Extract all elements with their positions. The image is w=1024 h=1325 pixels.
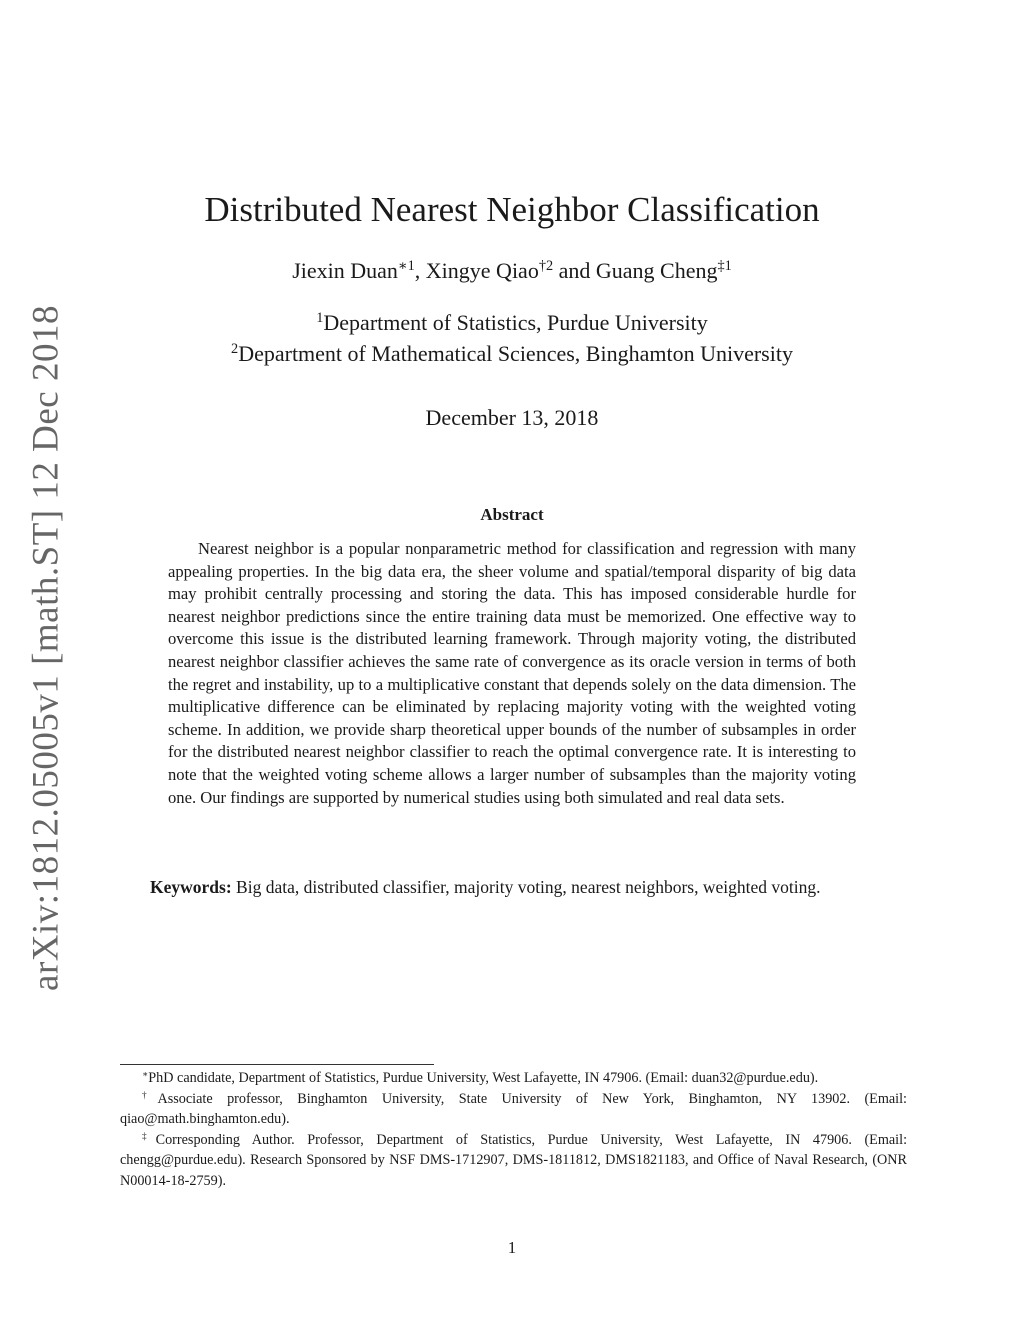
- keywords-label: Keywords:: [150, 877, 232, 897]
- author-separator: ,: [414, 258, 426, 283]
- arxiv-identifier-stamp: arXiv:1812.05005v1 [math.ST] 12 Dec 2018: [25, 305, 67, 991]
- abstract-body: Nearest neighbor is a popular nonparametric method for classification and regression with many appealing properties. In the big data era, the sheer volume and spatial/temporal disparity of big data may prohibit centrally processing and storing the data. This has imposed considerable hurdle for nearest neighbor predictions since the entire training data must be memorized. One effective way to overcome this issue is the distributed learning framework. Through majority voting, the distributed nearest neighbor classifier achieves the same rate of convergence as its oracle version in terms of both the regret and instability, up to a multiplicative constant that depends solely on the data dimension. The multiplicative difference can be eliminated by replacing majority voting with the weighted voting scheme. In addition, we provide sharp theoretical upper bounds of the number of subsamples in order for the distributed nearest neighbor classifier to reach the optimal convergence rate. It is interesting to note that the weighted voting scheme allows a larger number of subsamples than the majority voting one. Our findings are supported by numerical studies using both simulated and real data sets.: [168, 539, 856, 807]
- affiliation-text: Department of Mathematical Sciences, Binghamton University: [238, 341, 793, 366]
- footnote-divider: [120, 1064, 434, 1065]
- author-separator: and: [553, 258, 596, 283]
- footnote-mark: ∗: [142, 1068, 149, 1079]
- author-name: Xingye Qiao: [425, 258, 539, 283]
- page-number: 1: [507, 1238, 517, 1257]
- author-name: Jiexin Duan: [292, 258, 398, 283]
- author-list: [0, 258, 1024, 284]
- footnote-text: Corresponding Author. Professor, Department of Statistics, Purdue University, West Lafayette, IN 47906. (Email: chengg@purdue.edu). Research Sponsored by NSF DMS-1712907, DMS-1811812, DMS1821183, and Office of Naval Research, (ONR N00014-18-2759).: [120, 1131, 908, 1189]
- publication-date: December 13, 2018: [425, 405, 599, 430]
- footnote: [120, 1089, 907, 1130]
- footnote-mark: ‡: [142, 1130, 156, 1141]
- author-marks: ‡1: [717, 258, 732, 275]
- footnotes: [120, 1068, 907, 1192]
- affiliation-number: 2: [231, 341, 239, 358]
- author-name: Guang Cheng: [595, 258, 718, 283]
- affiliation: [0, 341, 1024, 367]
- footnote-text: Associate professor, Binghamton University, State University of New York, Binghamton, NY 13902. (Email: qiao@math.binghamton.edu).: [120, 1090, 907, 1128]
- footnote: [120, 1068, 907, 1089]
- footnote-text: PhD candidate, Department of Statistics, Purdue University, West Lafayette, IN 47906. (Email: duan32@purdue.edu).: [148, 1070, 819, 1086]
- affiliation-number: 1: [316, 310, 324, 327]
- affiliation-text: Department of Statistics, Purdue University: [323, 310, 708, 335]
- keywords: [120, 875, 905, 900]
- author-marks: †2: [538, 258, 554, 275]
- footnote: [120, 1130, 907, 1192]
- paper-title: Distributed Nearest Neighbor Classification: [204, 190, 820, 229]
- affiliation: [0, 310, 1024, 336]
- author-marks: ∗1: [397, 258, 415, 275]
- footnote-mark: †: [142, 1089, 158, 1100]
- keywords-text: Big data, distributed classifier, majority voting, nearest neighbors, weighted voting.: [236, 877, 821, 897]
- abstract-heading: Abstract: [480, 505, 544, 524]
